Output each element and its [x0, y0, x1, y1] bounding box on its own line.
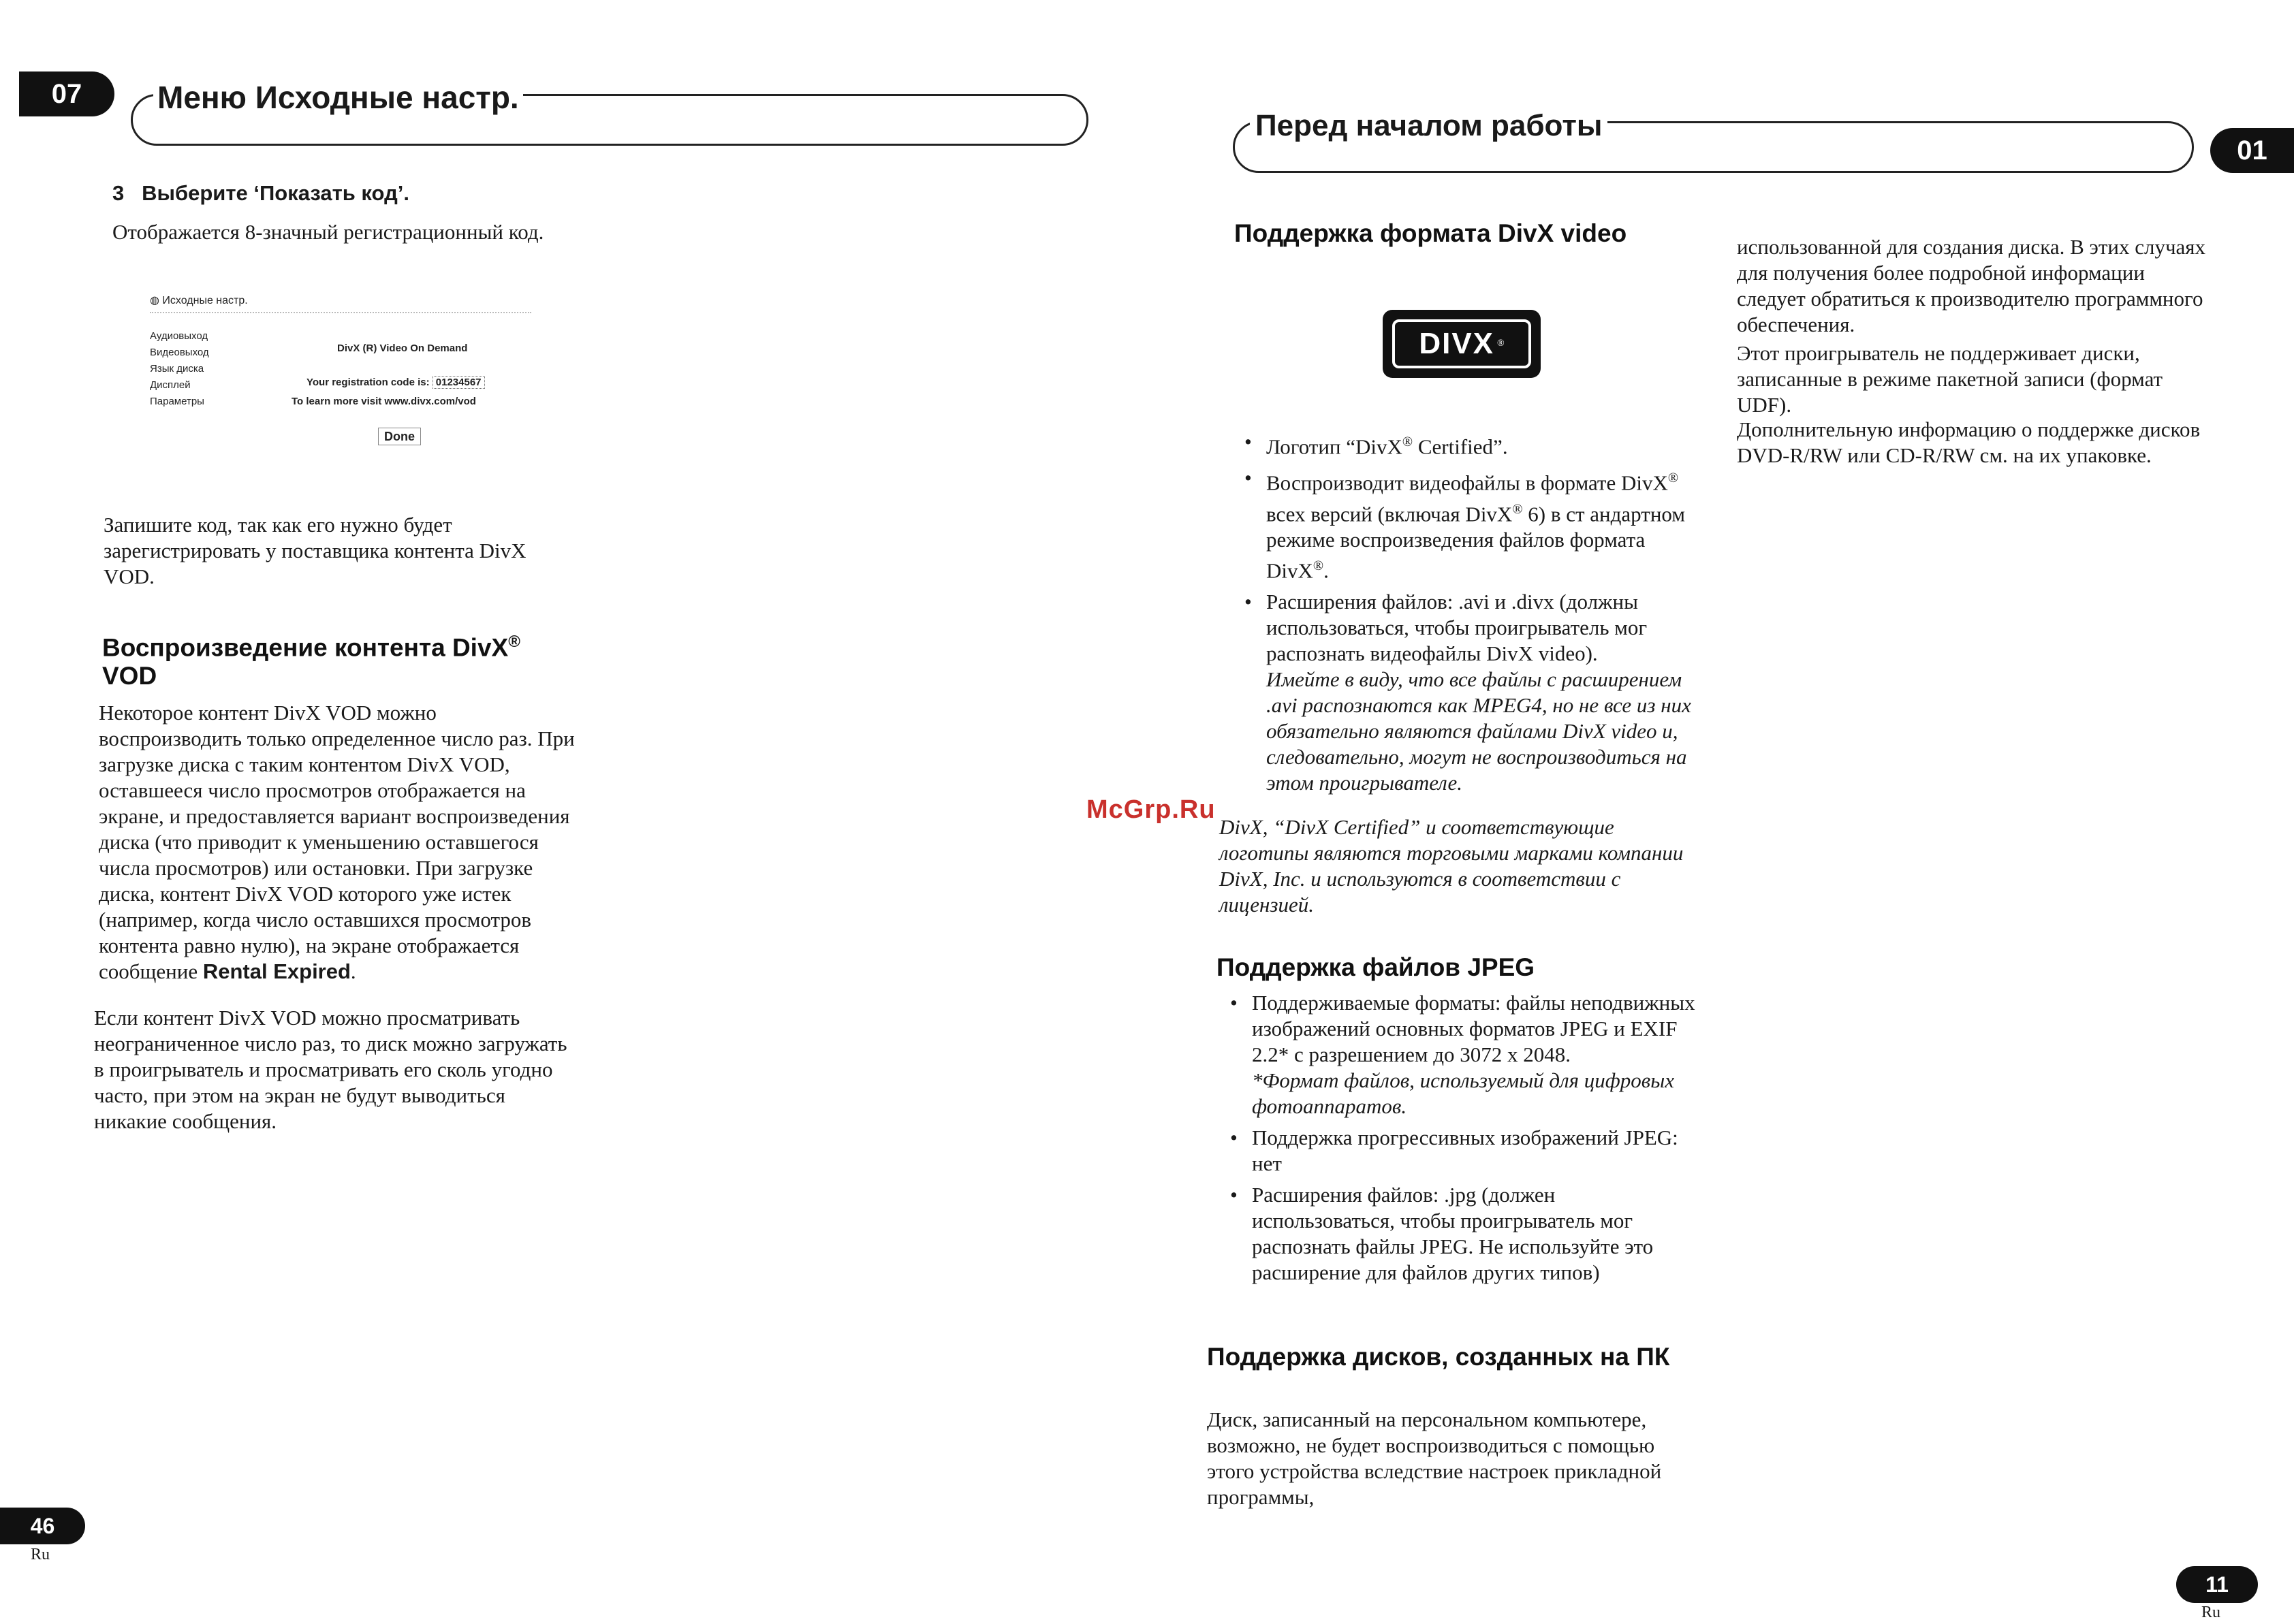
- col2-paragraph-2: Этот проигрыватель не поддерживает диски, записанные в режиме пакетной записи (формат UDF).: [1737, 341, 2163, 417]
- chapter-badge-right: 01: [2210, 128, 2294, 173]
- divx-feature-list: [1242, 429, 1698, 801]
- right-page-lang: Ru: [2201, 1604, 2221, 1621]
- right-page-number: 11: [2176, 1566, 2258, 1603]
- setup-screen-image: [143, 286, 538, 463]
- left-page-number: 46: [0, 1508, 85, 1544]
- screen-heading: DivX (R) Video On Demand: [337, 343, 468, 354]
- watermark: McGrp.Ru: [1086, 795, 1216, 824]
- list-item: • Поддерживаемые форматы: файлы неподвижных изображений основных форматов JPEG и EXIF 2.2* с разрешением до 3072 x 2048. *Формат файлов, используемый для цифровых фотоаппаратов.: [1227, 990, 1697, 1119]
- screen-reg-line: Your registration code is: 01234567: [307, 375, 485, 391]
- disc-icon: ◍: [150, 295, 163, 306]
- section-title-jpeg: Поддержка файлов JPEG: [1216, 953, 1535, 981]
- section-title-divx: Поддержка формата DivX video: [1234, 219, 1627, 247]
- note-text: Запишите код, так как его нужно будет зарегистрировать у поставщика контента DivX VOD.: [104, 513, 527, 588]
- screen-menu-title: ◍ Исходные настр.: [150, 293, 531, 313]
- list-item: • Расширения файлов: .avi и .divx (должны использоваться, чтобы проигрыватель мог распознать видеофайлы DivX video). Имейте в виду, что все файлы с расширением .avi распознаются как MPEG4, но не все из них обязательно являются файлами DivX video и, следовательно, могут не воспроизводиться на этом проигрывателе.: [1242, 589, 1698, 796]
- screen-menu-item: Язык диска: [150, 363, 204, 375]
- section-title-pc-discs: Поддержка дисков, созданных на ПК: [1207, 1343, 1670, 1371]
- divx-logo: DIVX ®: [1383, 310, 1541, 378]
- list-item: • Поддержка прогрессивных изображений JPEG: нет: [1227, 1125, 1697, 1177]
- screen-reg-code: 01234567: [433, 376, 485, 389]
- screen-menu-item: Дисплей: [150, 379, 191, 391]
- step-number: 3: [112, 181, 125, 205]
- list-item: • Воспроизводит видеофайлы в формате DivX® всех версий (включая DivX® 6) в ст андартном режиме воспроизведения файлов формата DivX®.: [1242, 465, 1698, 584]
- col2-paragraph-3: Дополнительную информацию о поддержке дисков DVD-R/RW или CD-R/RW см. на их упаковке.: [1737, 417, 2201, 467]
- list-item: • Расширения файлов: .jpg (должен использоваться, чтобы проигрыватель мог распознать файлы JPEG. Не используйте это расширение для файлов других типов): [1227, 1182, 1697, 1286]
- left-page-lang: Ru: [31, 1546, 50, 1563]
- section-title-divx-vod: Воспроизведение контента DivX® VOD: [102, 633, 520, 690]
- step-title: Выберите ‘Показать код’.: [142, 181, 409, 205]
- chapter-badge: 07: [19, 71, 114, 116]
- step-text: Отображается 8-значный регистрационный код.: [112, 220, 544, 244]
- chapter-title: Меню Исходные настр.: [153, 79, 523, 116]
- screen-menu-list: [150, 328, 245, 410]
- screen-menu-item: Аудиовыход: [150, 330, 208, 342]
- chapter-title-right: Перед началом работы: [1250, 109, 1607, 143]
- list-item: • Логотип “DivX® Certified”.: [1242, 429, 1698, 460]
- pc-discs-text: Диск, записанный на персональном компьютере, возможно, не будет воспроизводиться с помощью этого устройства вследствие настроек прикладной программы,: [1207, 1407, 1662, 1509]
- jpeg-feature-list: [1227, 990, 1697, 1291]
- vod-paragraph-2: Если контент DivX VOD можно просматривать неограниченное число раз, то диск можно загружать в проигрыватель и просматривать его сколь угодно часто, при этом на экран не будут выводиться никакие сообщения.: [94, 1006, 567, 1133]
- screen-menu-item: Видеовыход: [150, 347, 209, 358]
- screen-done-button: Done: [378, 428, 421, 445]
- screen-menu-item: Параметры: [150, 396, 204, 407]
- rental-expired-label: Rental Expired: [202, 959, 351, 983]
- screen-visit-text: To learn more visit www.divx.com/vod: [292, 396, 476, 407]
- col2-paragraph-1: использованной для создания диска. В этих случаях для получения более подробной информации следует обратиться к производителю программного обеспечения.: [1737, 235, 2206, 336]
- divx-trademark-note: DivX, “DivX Certified” и соответствующие логотипы являются торговыми марками компании DivX, Inc. и используются в соответствии с лицензией.: [1219, 815, 1684, 917]
- step-heading: [112, 181, 409, 206]
- vod-paragraph-1: Некоторое контент DivX VOD можно воспроизводить только определенное число раз. При загрузке диска с таким контентом DivX VOD, оставшееся число просмотров отображается на экране, и предоставляется вариант воспроизведения диска (что приводит к уменьшению оставшегося числа просмотров) или остановки. При загрузке диска, контент DivX VOD которого уже истек (например, когда число оставшихся просмотров контента равно нулю), на экране отображается сообщение Rental Expired.: [99, 701, 575, 983]
